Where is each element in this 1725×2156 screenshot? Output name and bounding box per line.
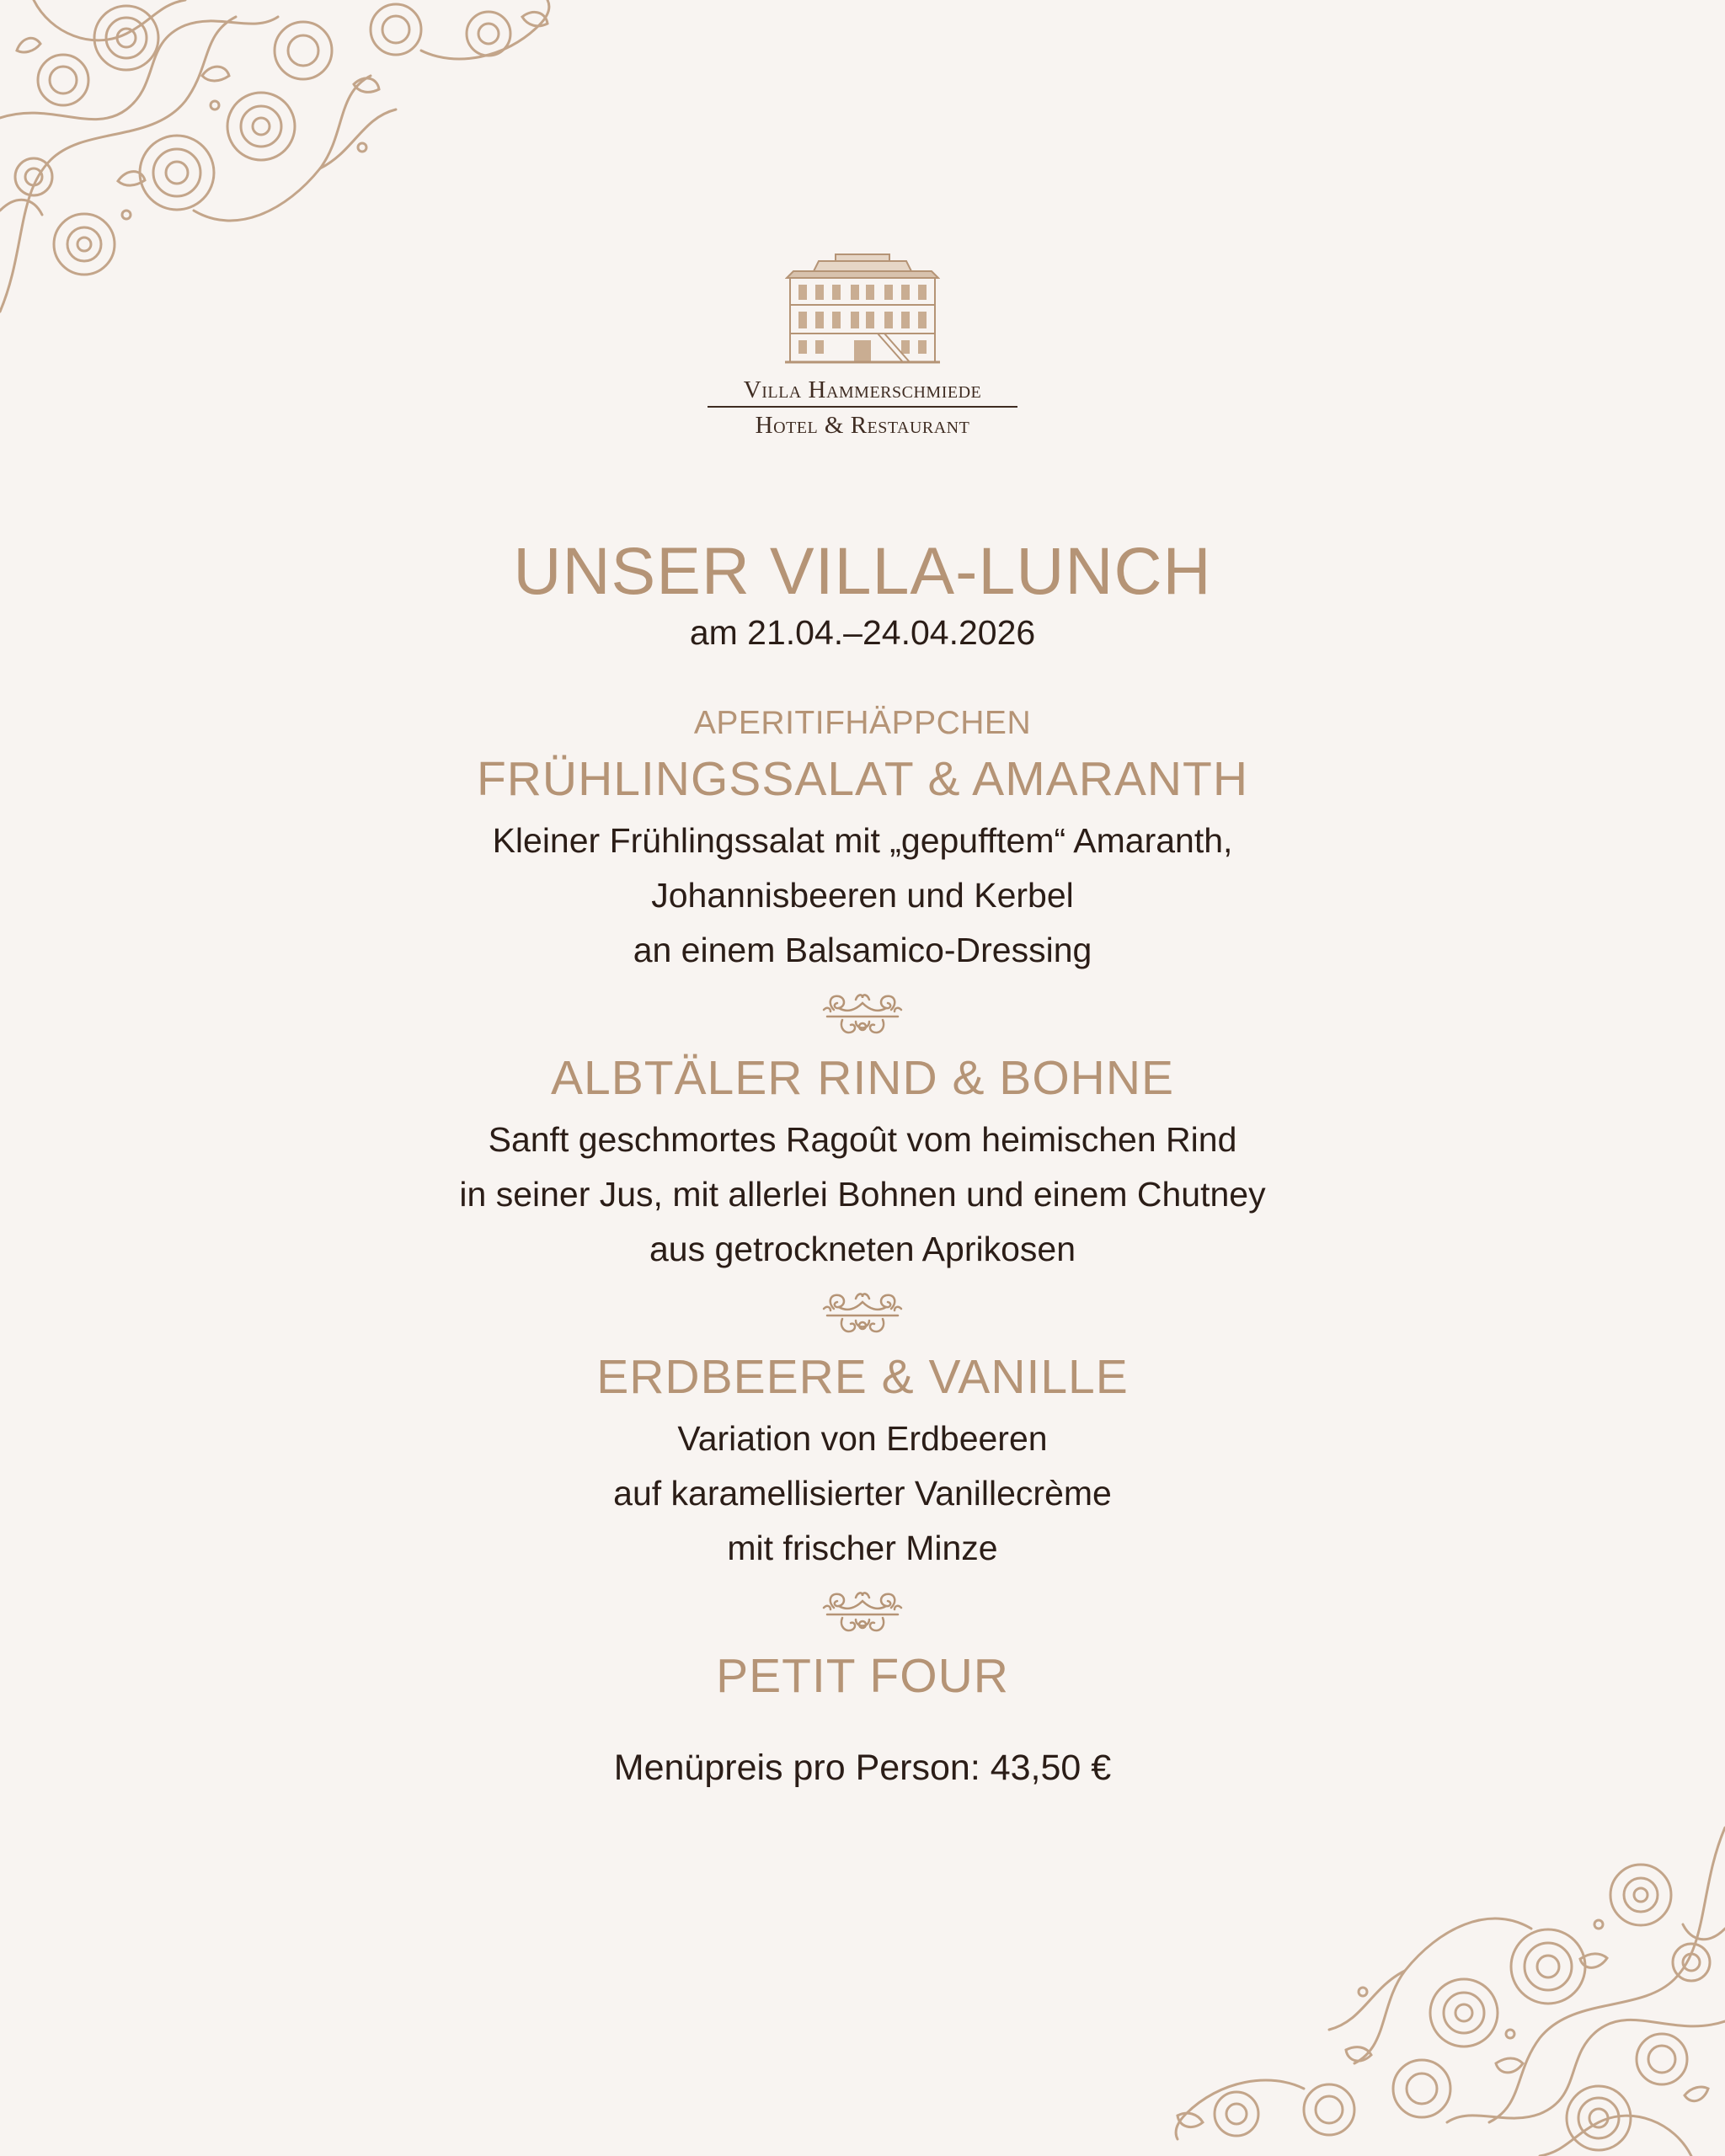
course-description: [0, 1113, 1725, 1277]
course-description: [0, 814, 1725, 978]
course-description-line: Johannisbeeren und Kerbel: [651, 876, 1074, 915]
corner-ornament-bottom-right: [1152, 1819, 1725, 2156]
logo-divider-rule: [708, 406, 1017, 408]
flourish-ornament-icon: [822, 1290, 903, 1342]
logo-hotel-subtitle: Hotel & Restaurant: [755, 412, 970, 439]
flourish-ornament-icon: [822, 1589, 903, 1641]
course-description-line: an einem Balsamico-Dressing: [633, 931, 1092, 969]
course-description-line: mit frischer Minze: [727, 1529, 998, 1567]
course-name: FRÜHLINGSSALAT & AMARANTH: [476, 752, 1249, 806]
menu-date: am 21.04.–24.04.2026: [689, 613, 1036, 652]
course-name: ALBTÄLER RIND & BOHNE: [550, 1051, 1174, 1105]
logo-hotel-name: Villa Hammerschmiede: [743, 376, 982, 403]
course-description-line: Kleiner Frühlingssalat mit „gepufftem“ Amaranth,: [492, 821, 1233, 860]
course-name: ERDBEERE & VANILLE: [596, 1350, 1129, 1404]
course-description: [0, 1412, 1725, 1576]
hotel-logo: [694, 253, 1031, 440]
course-description-line: in seiner Jus, mit allerlei Bohnen und einem Chutney: [459, 1175, 1266, 1214]
corner-ornament-top-left: [0, 0, 573, 320]
course-description-line: auf karamellisierter Vanillecrème: [613, 1474, 1112, 1513]
flourish-ornament-icon: [822, 991, 903, 1043]
course-description-line: Sanft geschmortes Ragoût vom heimischen Rind: [488, 1120, 1237, 1159]
menu-price: Menüpreis pro Person: 43,50 €: [613, 1748, 1112, 1788]
aperitif-label: APERITIFHÄPPCHEN: [693, 705, 1032, 741]
course-description-line: aus getrockneten Aprikosen: [649, 1230, 1076, 1268]
course-description-line: Variation von Erdbeeren: [677, 1419, 1048, 1458]
course-name: PETIT FOUR: [716, 1649, 1009, 1703]
villa-building-icon: [785, 253, 940, 367]
menu-content: [0, 531, 1725, 1793]
menu-title: UNSER VILLA-LUNCH: [513, 533, 1212, 608]
